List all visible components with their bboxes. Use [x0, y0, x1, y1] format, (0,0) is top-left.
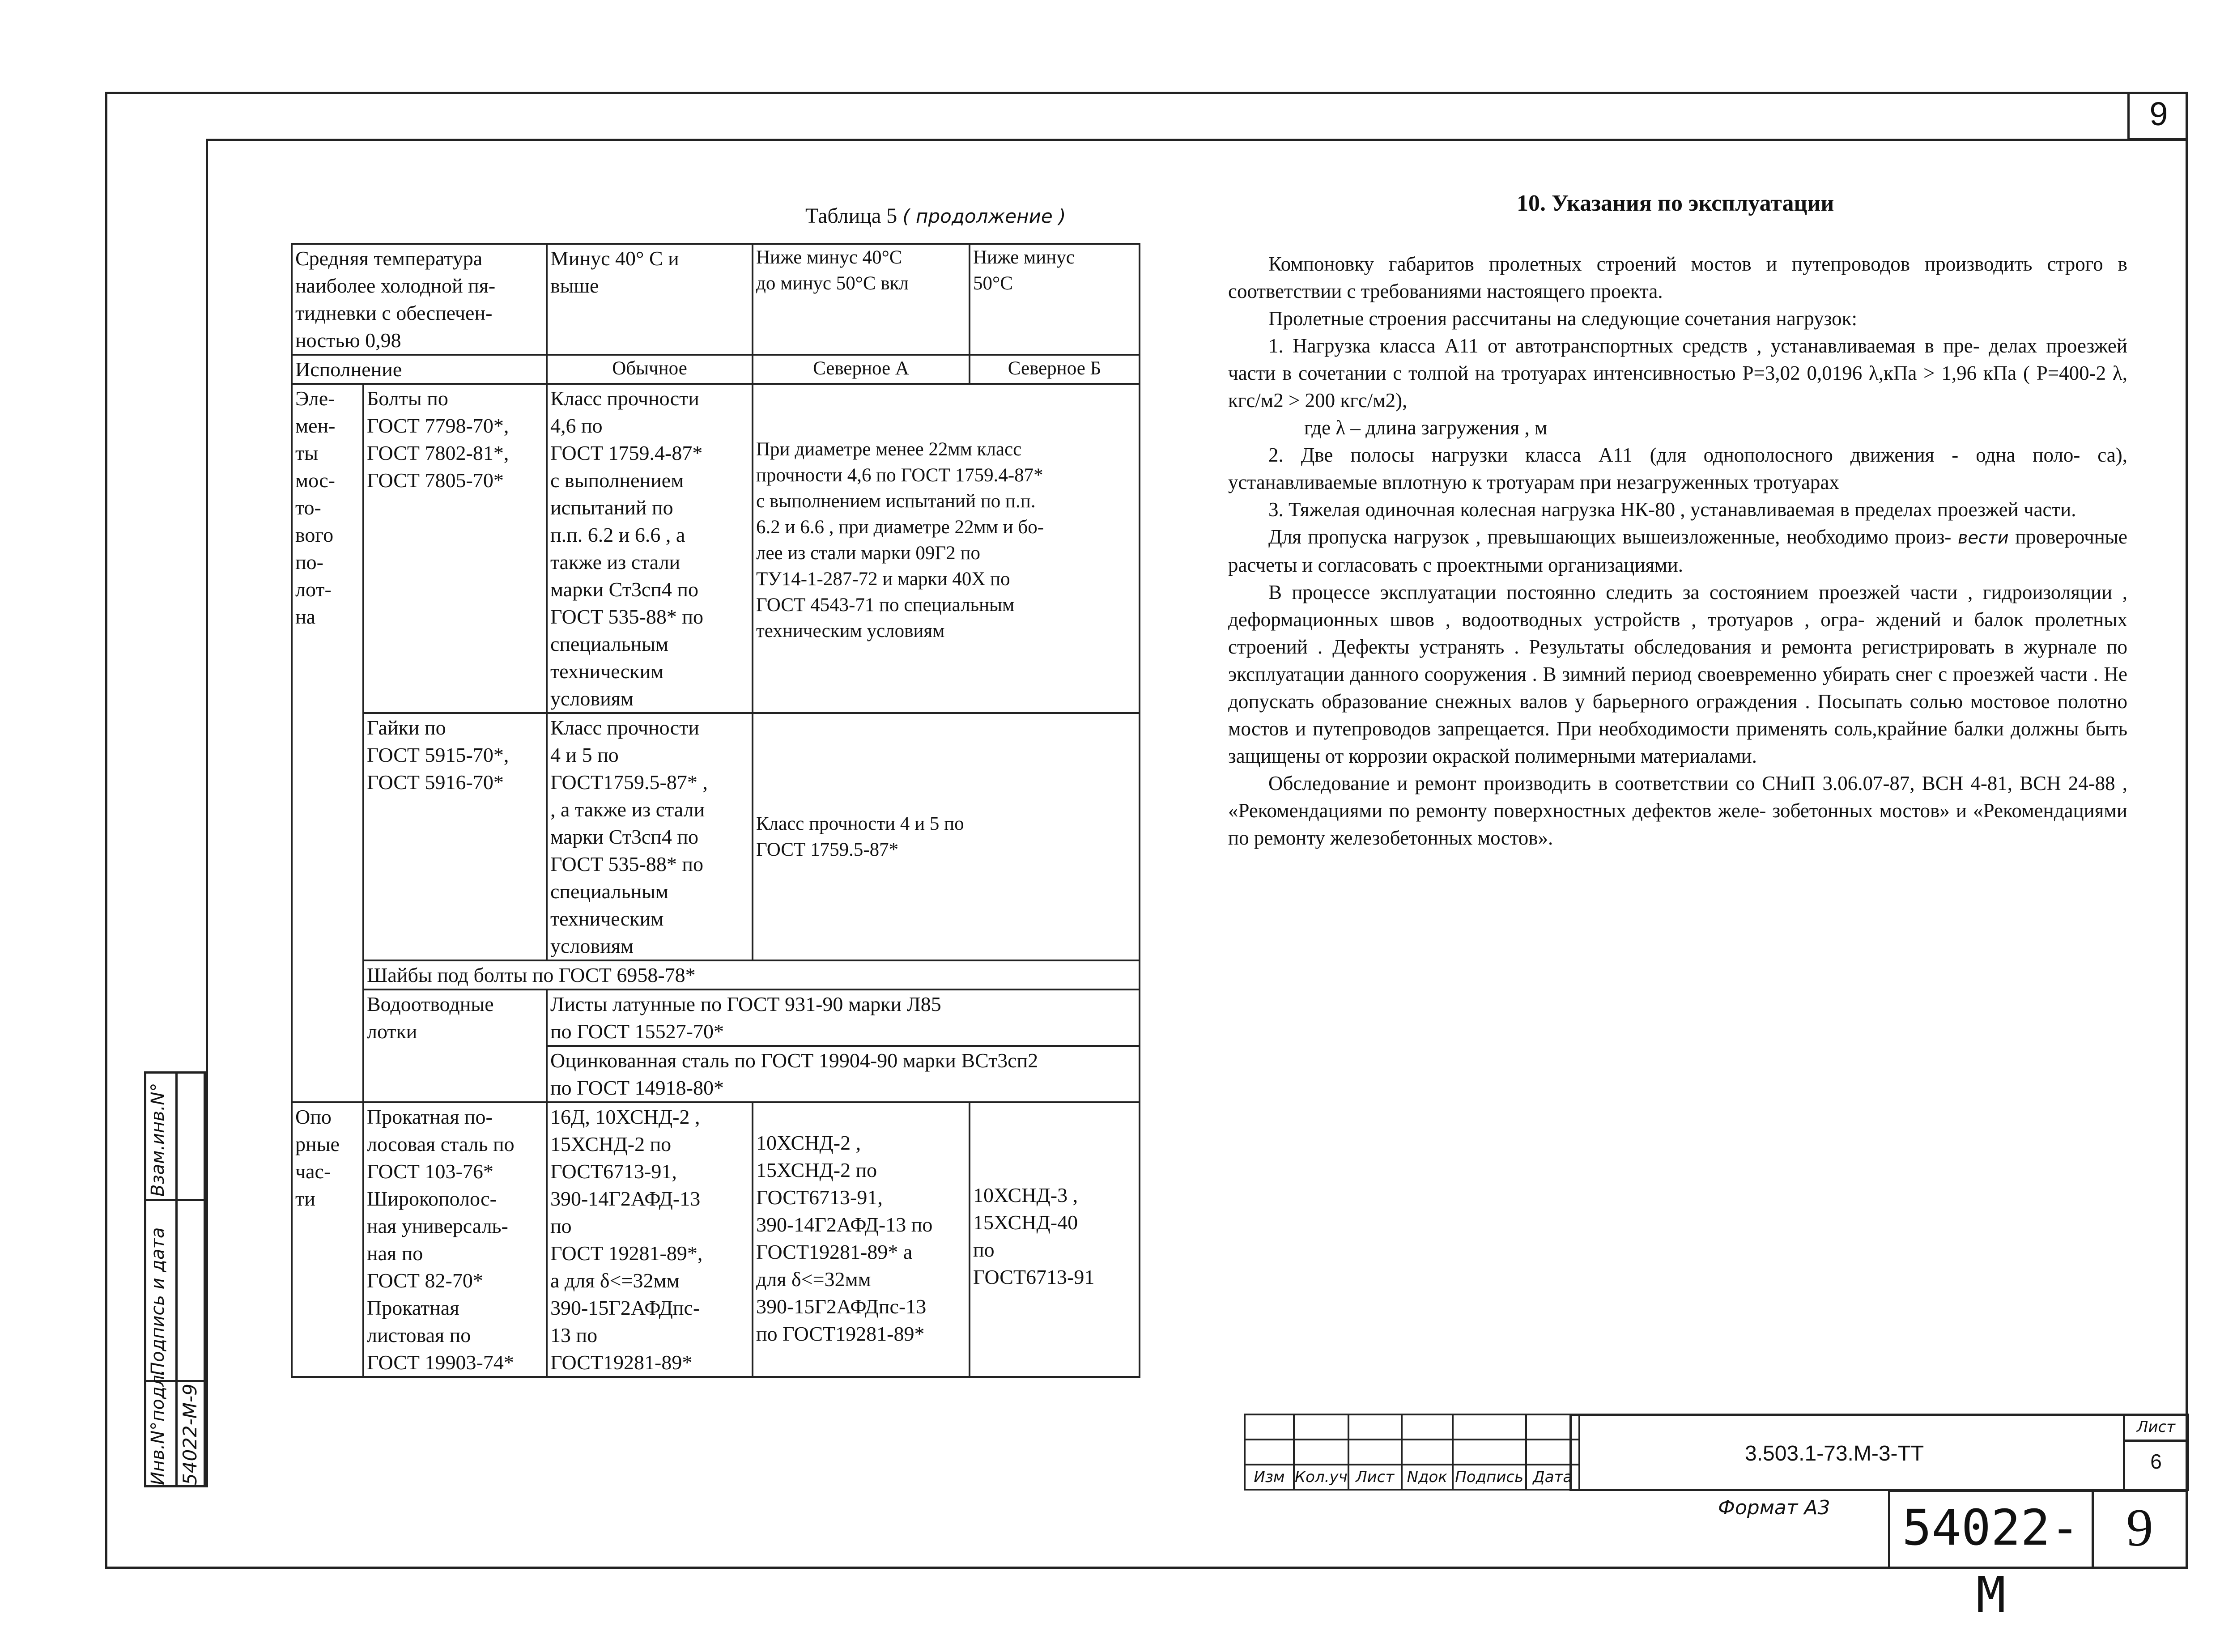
cell-line: по ГОСТ 15527-70*: [550, 1020, 724, 1043]
cell-line: 390-14Г2АФД-13: [550, 1187, 701, 1210]
bearings-ordinary: [547, 1102, 753, 1377]
cell-line: лосовая сталь по: [367, 1133, 515, 1155]
bolts-ordinary: [547, 384, 753, 713]
cell-line: условиям: [550, 687, 634, 710]
cell-line: 16Д, 10ХСНД-2 ,: [550, 1105, 700, 1128]
paragraph-text: проверочные расчеты и согласовать с проектными организациями.: [1228, 526, 2128, 576]
materials-table: [291, 243, 1140, 1378]
trays-option-2: [547, 1046, 1140, 1102]
cell-line: Минус 40° С и: [550, 247, 679, 270]
table-caption: [805, 204, 1066, 228]
cell-line: час-: [295, 1160, 331, 1183]
section-body: [1228, 251, 2127, 852]
cell-line: прочности 4,6 по ГОСТ 1759.4-87*: [756, 465, 1043, 486]
cell-line: ная универсаль-: [367, 1215, 508, 1237]
cell-line: а для δ<=32мм: [550, 1269, 680, 1292]
cell-line: ГОСТ 5915-70*,: [367, 743, 509, 766]
table-row: [292, 990, 1140, 1046]
handwritten-insert: вести: [1958, 528, 2009, 548]
cell-line: 13 по: [550, 1324, 598, 1346]
title-block-grid: [1244, 1414, 1580, 1491]
cell-line: ГОСТ 19903-74*: [367, 1351, 514, 1374]
cell-line: по ГОСТ 14918-80*: [550, 1076, 724, 1099]
cell-line: Эле-: [295, 387, 335, 410]
table-row: [1245, 1414, 1579, 1440]
nuts-name: [363, 713, 547, 960]
cell-line: Прокатная по-: [367, 1105, 493, 1128]
cell-line: Класс прочности 4 и 5 по: [756, 813, 964, 834]
cell-line: 390-15Г2АФДпс-: [550, 1296, 700, 1319]
cell-line: ГОСТ6713-91,: [550, 1160, 677, 1183]
cell-line: наиболее холодной пя-: [295, 274, 496, 297]
paragraph: Пролетные строения рассчитаны на следующие сочетания нагрузок:: [1268, 307, 1857, 330]
cell-line: Класс прочности: [550, 716, 699, 739]
group-span-elements: [292, 384, 363, 1102]
tb-label-izm: Изм: [1245, 1465, 1294, 1490]
cell-line: по-: [295, 551, 323, 573]
table-row: [292, 713, 1140, 960]
cell-line: 15ХСНД-2 по: [756, 1159, 877, 1181]
cell-line: выше: [550, 274, 599, 297]
cell-line: ГОСТ1759.5-87* ,: [550, 771, 708, 794]
table-row: [292, 244, 1140, 355]
cell-line: ГОСТ 82-70*: [367, 1269, 483, 1292]
cell-line: ты: [295, 442, 319, 464]
cell-line: Опо: [295, 1105, 332, 1128]
cell-line: специальным: [550, 633, 669, 655]
header-col2: [753, 244, 970, 355]
cell-line: Гайки по: [367, 716, 446, 739]
cell-line: ГОСТ 5916-70*: [367, 771, 504, 794]
cell-line: 50°С: [973, 273, 1013, 294]
paragraph-text: Для пропуска нагрузок , превышающих вышеизложенные, необходимо произ-: [1268, 526, 1952, 548]
cell-line: Ниже минус: [973, 247, 1075, 268]
paragraph: Компоновку габаритов пролетных строений мостов и путепроводов производить строго в соответствии с требованиями настоящего проекта.: [1228, 253, 2127, 302]
tb-label-ndok: Nдок: [1402, 1465, 1453, 1490]
group-span-bearings: [292, 1102, 363, 1377]
cell-line: ГОСТ 1759.5-87*: [756, 839, 899, 860]
cell-line: Водоотводные: [367, 993, 494, 1015]
tb-label-podpis: Подпись: [1453, 1465, 1526, 1490]
cell-line: ГОСТ 535-88* по: [550, 605, 703, 628]
sheet-number: 6: [2150, 1450, 2162, 1473]
cell-line: испытаний по: [550, 496, 673, 519]
bearings-north-a: [753, 1102, 970, 1377]
cell-line: по: [550, 1215, 572, 1237]
cell-line: Класс прочности: [550, 387, 699, 410]
cell-line: ти: [295, 1187, 315, 1210]
sheet-label: Лист: [2136, 1418, 2176, 1436]
cell-line: ГОСТ19281-89*: [550, 1351, 693, 1374]
cell-line: рные: [295, 1133, 340, 1155]
cell-line: ГОСТ 7798-70*,: [367, 414, 509, 437]
document-code: 3.503.1-73.М-3-ТТ: [1745, 1442, 1924, 1465]
table-row: [1245, 1440, 1579, 1465]
cell-line: При диаметре менее 22мм класс: [756, 439, 1022, 460]
cell-line: ГОСТ 535-88* по: [550, 853, 703, 875]
header-col3: [970, 244, 1140, 355]
stamp-vzam-label: Взам.инв.N°: [148, 1083, 168, 1197]
cell-line: марки Ст3сп4 по: [550, 578, 699, 601]
top-page-number: 9: [2127, 92, 2188, 140]
cell-line: ГОСТ 4543-71 по специальным: [756, 595, 1015, 616]
table-row: [292, 355, 1140, 384]
cell-line: ГОСТ 1759.4-87*: [550, 442, 703, 464]
paragraph: 3. Тяжелая одиночная колесная нагрузка НК-80 , устанавливаемая в пределах проезжей части.: [1268, 498, 2076, 521]
cell-line: ГОСТ6713-91: [973, 1266, 1095, 1288]
archive-number: 54022-М: [1902, 1499, 2080, 1623]
cell-line: для δ<=32мм: [756, 1268, 871, 1291]
exec-ordinary: Обычное: [547, 355, 753, 384]
trays-option-1: [547, 990, 1140, 1046]
nuts-ordinary: [547, 713, 753, 960]
cell-line: ГОСТ 103-76*: [367, 1160, 493, 1183]
paragraph: Обследование и ремонт производить в соответствии со СНиП 3.06.07-87, ВСН 4-81, ВСН 24-88 , «Рекомендациями по ремонту поверхностных дефектов желе- зобетонных мостов» и «Рекомендациями по ремонту железобетонных мостов».: [1228, 772, 2127, 849]
cell-line: ГОСТ19281-89* а: [756, 1240, 913, 1263]
nuts-north: [753, 713, 1140, 960]
cell-line: марки Ст3сп4 по: [550, 825, 699, 848]
bearings-north-b: [970, 1102, 1140, 1377]
cell-line: Оцинкованная сталь по ГОСТ 19904-90 марки ВСт3сп2: [550, 1049, 1038, 1072]
cell-line: вого: [295, 523, 334, 546]
tb-label-koluch: Кол.уч: [1294, 1465, 1348, 1490]
caption-text: Таблица 5: [805, 204, 897, 228]
stamp-divider: [175, 1071, 178, 1487]
cell-line: ТУ14-1-287-72 и марки 40Х по: [756, 569, 1010, 590]
paragraph: 1. Нагрузка класса А11 от автотранспортных средств , устанавливаемая в пре- делах проезжей части в сочетании с толпой на тротуарах интенсивностью Р=3,02 0,0196 λ,кПа > 1,96 кПа ( Р=400-2 λ, кгс/м2 > 200 кгс/м2),: [1228, 335, 2127, 412]
stamp-sign-date-label: Подпись и дата: [148, 1227, 168, 1376]
paragraph: В процессе эксплуатации постоянно следить за состоянием проезжей части , гидроизоляции , деформационных швов , водоотводных устройств , тротуаров , огра- ждений и балок пролетных строений . Дефекты устранять . Результаты обследования и ремонта регистрировать в журнале по эксплуатации данного сооружения . В зимний период своевременно убирать снег с проезжей части . Не допускать образование снежных валов у барьерного ограждения . Посыпать солью мостовое полотно мостов и путепроводов запрещается. При необходимости применять соль,крайние балки должны быть защищены от коррозии окраской полимерными материалами.: [1228, 581, 2127, 767]
cell-line: специальным: [550, 880, 669, 903]
header-col1: [547, 244, 753, 355]
tb-label-list: Лист: [1348, 1465, 1402, 1490]
cell-line: лот-: [295, 578, 332, 601]
cell-line: ностью 0,98: [295, 329, 401, 352]
cell-line: техническим: [550, 907, 664, 930]
cell-line: ГОСТ 7805-70*: [367, 469, 504, 492]
cell-line: по ГОСТ19281-89*: [756, 1322, 925, 1345]
bearings-name: [363, 1102, 547, 1377]
cell-line: также из стали: [550, 551, 680, 573]
cell-line: техническим: [550, 660, 664, 683]
cell-line: 10ХСНД-3 ,: [973, 1184, 1078, 1206]
cell-line: техническим условиям: [756, 620, 945, 641]
stamp-line: [144, 1199, 206, 1201]
cell-line: , а также из стали: [550, 798, 705, 821]
table-row: [292, 1102, 1140, 1377]
section-title: 10. Указания по эксплуатации: [1517, 191, 1834, 216]
tb-label-data: Дата: [1526, 1465, 1579, 1490]
cell-line: Средняя температура: [295, 247, 483, 270]
cell-line: 15ХСНД-2 по: [550, 1133, 672, 1155]
cell-line: Широкополос-: [367, 1187, 497, 1210]
cell-line: условиям: [550, 934, 634, 957]
caption-handwritten: ( продолжение ): [902, 205, 1066, 227]
cell-line: Болты по: [367, 387, 448, 410]
cell-line: п.п. 6.2 и 6.6 , а: [550, 523, 685, 546]
cell-line: Ниже минус 40°С: [756, 247, 902, 268]
bolts-name: [363, 384, 547, 713]
cell-line: то-: [295, 496, 321, 519]
cell-line: ГОСТ6713-91,: [756, 1186, 883, 1209]
cell-line: 4,6 по: [550, 414, 603, 437]
bolts-north: [753, 384, 1140, 713]
cell-line: лее из стали марки 09Г2 по: [756, 543, 980, 564]
paragraph: 2. Две полосы нагрузки класса А11 (для однополосного движения - одна поло- са), устанавливаемые вплотную к тротуарам при незагруженных тротуарах: [1228, 444, 2127, 493]
format-label: Формат А3: [1718, 1496, 1830, 1519]
cell-line: на: [295, 605, 316, 628]
cell-line: 6.2 и 6.6 , при диаметре 22мм и бо-: [756, 517, 1044, 538]
table-row: [1245, 1465, 1579, 1490]
table-row: [292, 384, 1140, 713]
paragraph: где λ – длина загружения , м: [1304, 416, 1548, 439]
cell-line: 4 и 5 по: [550, 743, 619, 766]
cell-line: с выполнением испытаний по п.п.: [756, 491, 1036, 512]
exec-label: Исполнение: [292, 355, 547, 384]
cell-line: с выполнением: [550, 469, 684, 492]
cell-line: 390-15Г2АФДпс-13: [756, 1295, 927, 1318]
cell-line: 390-14Г2АФД-13 по: [756, 1213, 933, 1236]
header-param: [292, 244, 547, 355]
cell-line: тидневки с обеспечен-: [295, 302, 493, 324]
cell-line: ная по: [367, 1242, 423, 1265]
exec-north-a: Северное А: [753, 355, 970, 384]
cell-line: ГОСТ 19281-89*,: [550, 1242, 703, 1265]
cell-line: мен-: [295, 414, 336, 437]
cell-line: до минус 50°С вкл: [756, 273, 909, 294]
stamp-inv-label: Инв.N°подл.: [148, 1369, 168, 1485]
cell-line: Листы латунные по ГОСТ 931-90 марки Л85: [550, 993, 941, 1015]
washers-row: Шайбы под болты по ГОСТ 6958-78*: [363, 960, 1140, 990]
cell-line: Прокатная: [367, 1296, 459, 1319]
cell-line: листовая по: [367, 1324, 471, 1346]
cell-line: мос-: [295, 469, 335, 492]
trays-name: [363, 990, 547, 1102]
cell-line: 15ХСНД-40: [973, 1211, 1078, 1234]
exec-north-b: Северное Б: [970, 355, 1140, 384]
cell-line: ГОСТ 7802-81*,: [367, 442, 509, 464]
table-row: [292, 960, 1140, 990]
stamp-inv-value: 54022-М-9: [179, 1384, 201, 1485]
paragraph: [1228, 523, 2127, 579]
cell-line: лотки: [367, 1020, 417, 1043]
cell-line: по: [973, 1238, 995, 1261]
page-number-bottom: 9: [2126, 1498, 2153, 1557]
cell-line: 10ХСНД-2 ,: [756, 1131, 861, 1154]
